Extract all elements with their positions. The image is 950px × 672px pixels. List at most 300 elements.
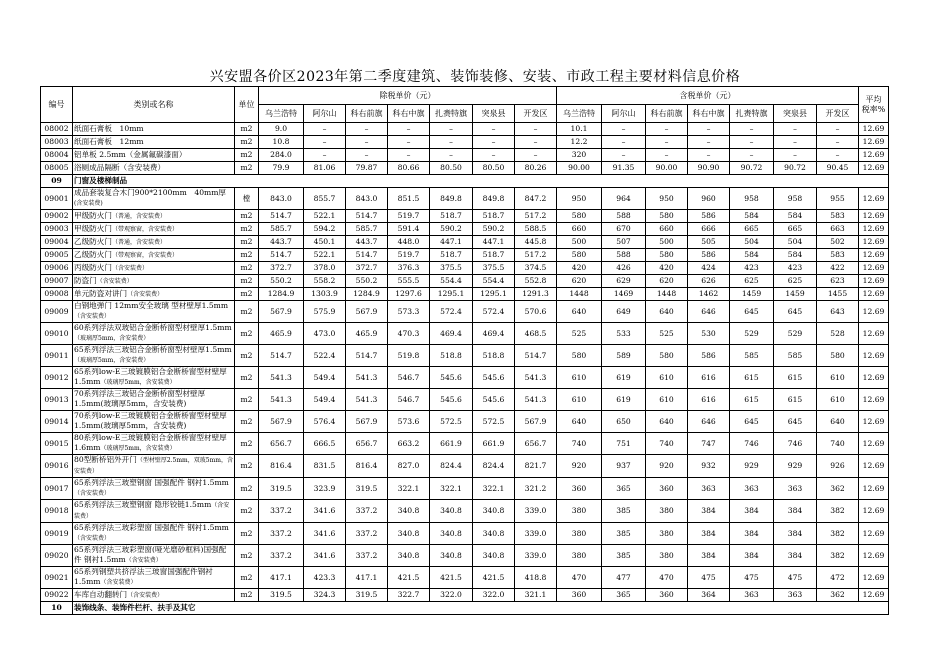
price-incl-tax: 586 — [688, 210, 730, 223]
price-incl-tax: 964 — [602, 188, 646, 210]
price-incl-tax: 91.35 — [602, 162, 646, 175]
price-incl-tax: 1448 — [646, 288, 688, 301]
item-unit: m2 — [235, 123, 259, 136]
price-incl-tax: 533 — [602, 323, 646, 345]
item-name-text: 纸面石膏板 10mm — [74, 123, 144, 133]
price-incl-tax: – — [730, 149, 774, 162]
price-excl-tax: 79.9 — [259, 162, 304, 175]
item-code: 09020 — [41, 545, 73, 567]
tax-rate: 12.69 — [859, 478, 889, 500]
price-incl-tax: 640 — [817, 411, 859, 433]
item-name-text: 乙级防火门 — [74, 236, 112, 246]
price-incl-tax: 615 — [774, 389, 817, 411]
tax-rate: 12.69 — [859, 162, 889, 175]
price-incl-tax: 382 — [817, 545, 859, 567]
price-incl-tax: 380 — [646, 545, 688, 567]
price-excl-tax: 552.8 — [515, 275, 557, 288]
price-excl-tax: – — [388, 149, 430, 162]
item-name-note: （含安装费） — [74, 535, 111, 542]
price-excl-tax: 545.6 — [473, 367, 515, 389]
price-incl-tax: 610 — [817, 367, 859, 389]
price-incl-tax: 363 — [774, 589, 817, 602]
tax-rate: 12.69 — [859, 275, 889, 288]
region-header-excl: 突泉县 — [473, 105, 515, 123]
price-excl-tax: 518.7 — [430, 249, 473, 262]
price-incl-tax: 649 — [602, 301, 646, 323]
price-incl-tax: 360 — [557, 478, 602, 500]
item-code: 09008 — [41, 288, 73, 301]
item-name — [73, 149, 235, 162]
price-incl-tax: 1448 — [557, 288, 602, 301]
price-excl-tax: 541.3 — [346, 367, 388, 389]
price-excl-tax: 80.26 — [515, 162, 557, 175]
price-excl-tax: 341.6 — [304, 545, 346, 567]
price-excl-tax: 554.4 — [473, 275, 515, 288]
price-incl-tax: 90.00 — [646, 162, 688, 175]
price-excl-tax: 421.5 — [473, 567, 515, 589]
price-incl-tax: 528 — [817, 323, 859, 345]
price-excl-tax: 340.8 — [388, 545, 430, 567]
tax-rate: 12.69 — [859, 323, 889, 345]
price-excl-tax: 522.1 — [304, 210, 346, 223]
price-incl-tax: 746 — [774, 433, 817, 455]
price-incl-tax: 640 — [557, 301, 602, 323]
item-code: 09017 — [41, 478, 73, 500]
tax-rate: 12.69 — [859, 389, 889, 411]
price-incl-tax: 362 — [817, 478, 859, 500]
price-excl-tax: 324.3 — [304, 589, 346, 602]
price-excl-tax: 79.87 — [346, 162, 388, 175]
section-code: 09 — [41, 175, 73, 188]
tax-rate: 12.69 — [859, 149, 889, 162]
price-incl-tax: 616 — [688, 367, 730, 389]
price-incl-tax: 529 — [774, 323, 817, 345]
price-incl-tax: 420 — [557, 262, 602, 275]
table-row — [41, 367, 889, 389]
table-row — [41, 236, 889, 249]
page-title: 兴安盟各价区2023年第二季度建筑、装饰装修、安装、市政工程主要材料信息价格 — [209, 69, 741, 85]
section-code: 10 — [41, 602, 73, 615]
tax-rate: 12.69 — [859, 500, 889, 523]
item-name-note: （含安装费） — [125, 557, 162, 564]
price-excl-tax: 821.7 — [515, 455, 557, 478]
region-header-incl: 科右前旗 — [646, 105, 688, 123]
price-excl-tax: 1291.3 — [515, 288, 557, 301]
price-excl-tax: 322.7 — [388, 589, 430, 602]
item-code: 09003 — [41, 223, 73, 236]
item-unit: 樘 — [235, 188, 259, 210]
price-incl-tax: 588 — [602, 210, 646, 223]
item-code: 08005 — [41, 162, 73, 175]
price-excl-tax: 572.5 — [473, 411, 515, 433]
price-excl-tax: – — [304, 149, 346, 162]
price-excl-tax: 447.1 — [473, 236, 515, 249]
price-excl-tax: 585.7 — [346, 223, 388, 236]
item-unit: m2 — [235, 236, 259, 249]
price-incl-tax: 616 — [688, 389, 730, 411]
price-incl-tax: 529 — [730, 323, 774, 345]
price-incl-tax: 90.00 — [557, 162, 602, 175]
price-excl-tax: 1284.9 — [259, 288, 304, 301]
item-name — [73, 455, 235, 478]
price-incl-tax: 646 — [688, 411, 730, 433]
price-incl-tax: 580 — [557, 249, 602, 262]
price-incl-tax: 920 — [646, 455, 688, 478]
item-code: 09001 — [41, 188, 73, 210]
price-excl-tax: 417.1 — [259, 567, 304, 589]
price-excl-tax: 666.5 — [304, 433, 346, 455]
price-incl-tax: 422 — [817, 262, 859, 275]
price-excl-tax: – — [430, 123, 473, 136]
price-excl-tax: 469.4 — [430, 323, 473, 345]
item-name — [73, 288, 235, 301]
price-incl-tax: 320 — [557, 149, 602, 162]
price-excl-tax: 469.4 — [473, 323, 515, 345]
price-incl-tax: 384 — [774, 545, 817, 567]
item-unit: m2 — [235, 323, 259, 345]
price-excl-tax: 423.3 — [304, 567, 346, 589]
item-name — [73, 478, 235, 500]
region-header-incl: 扎赉特旗 — [730, 105, 774, 123]
table-row — [41, 301, 889, 323]
item-code: 08002 — [41, 123, 73, 136]
item-name — [73, 411, 235, 433]
item-name-text: 65系列钢塑共挤浮法三玻窗国强配件钢衬1.5mm — [74, 567, 213, 586]
price-incl-tax: 665 — [730, 223, 774, 236]
price-excl-tax: 849.8 — [430, 188, 473, 210]
price-excl-tax: 550.2 — [259, 275, 304, 288]
section-row — [41, 602, 889, 615]
price-excl-tax: 656.7 — [346, 433, 388, 455]
tax-rate: 12.69 — [859, 123, 889, 136]
table-row — [41, 275, 889, 288]
price-incl-tax: 588 — [602, 249, 646, 262]
price-excl-tax: 337.2 — [346, 500, 388, 523]
tax-rate: 12.69 — [859, 367, 889, 389]
price-excl-tax: 567.9 — [259, 411, 304, 433]
price-incl-tax: 475 — [688, 567, 730, 589]
price-excl-tax: 473.0 — [304, 323, 346, 345]
item-name — [73, 545, 235, 567]
price-incl-tax: 950 — [557, 188, 602, 210]
item-name — [73, 323, 235, 345]
price-excl-tax: 340.8 — [473, 545, 515, 567]
price-incl-tax: – — [730, 123, 774, 136]
tax-rate: 12.69 — [859, 345, 889, 367]
table-row — [41, 123, 889, 136]
price-incl-tax: 382 — [817, 523, 859, 545]
price-excl-tax: – — [346, 136, 388, 149]
price-excl-tax: 594.2 — [304, 223, 346, 236]
region-header-incl: 突泉县 — [774, 105, 817, 123]
price-incl-tax: 584 — [730, 210, 774, 223]
price-incl-tax: 640 — [646, 411, 688, 433]
item-name-note: （普通，含安装费） — [111, 212, 166, 220]
price-incl-tax: 423 — [730, 262, 774, 275]
item-name-note: （含安装费） — [74, 313, 111, 320]
table-row — [41, 389, 889, 411]
price-excl-tax: 831.5 — [304, 455, 346, 478]
price-excl-tax: 337.2 — [346, 523, 388, 545]
price-incl-tax: 1462 — [688, 288, 730, 301]
item-code: 09018 — [41, 500, 73, 523]
price-excl-tax: 590.2 — [473, 223, 515, 236]
price-incl-tax: 363 — [688, 478, 730, 500]
price-excl-tax: 375.5 — [473, 262, 515, 275]
price-incl-tax: 586 — [688, 249, 730, 262]
price-excl-tax: 545.6 — [430, 389, 473, 411]
price-incl-tax: 362 — [817, 589, 859, 602]
price-excl-tax: 340.8 — [430, 545, 473, 567]
price-excl-tax: 340.8 — [388, 500, 430, 523]
price-excl-tax: 519.8 — [388, 345, 430, 367]
price-excl-tax: 827.0 — [388, 455, 430, 478]
price-excl-tax: 585.7 — [259, 223, 304, 236]
price-excl-tax: 514.7 — [259, 345, 304, 367]
tax-rate: 12.69 — [859, 433, 889, 455]
price-incl-tax: – — [602, 123, 646, 136]
item-name-note: （含安装费） — [96, 277, 133, 285]
price-incl-tax: 580 — [557, 210, 602, 223]
price-excl-tax: 590.2 — [430, 223, 473, 236]
price-incl-tax: 620 — [646, 275, 688, 288]
price-incl-tax: 926 — [817, 455, 859, 478]
item-name-text: 成品套装复合木门900*2100mm 40mm厚 — [74, 188, 227, 197]
price-incl-tax: 958 — [774, 188, 817, 210]
item-name — [73, 523, 235, 545]
price-incl-tax: 645 — [774, 301, 817, 323]
item-code: 09002 — [41, 210, 73, 223]
item-name — [73, 210, 235, 223]
price-incl-tax: 920 — [557, 455, 602, 478]
item-code: 09021 — [41, 567, 73, 589]
price-incl-tax: 380 — [646, 523, 688, 545]
price-incl-tax: 360 — [646, 478, 688, 500]
price-incl-tax: 955 — [817, 188, 859, 210]
section-name: 装饰线条、装饰件栏杆、扶手及其它 — [73, 602, 889, 615]
item-unit: m2 — [235, 162, 259, 175]
price-excl-tax: 567.9 — [515, 411, 557, 433]
price-incl-tax: 384 — [688, 500, 730, 523]
price-excl-tax: 849.8 — [473, 188, 515, 210]
table-row — [41, 411, 889, 433]
region-header-excl: 阿尔山 — [304, 105, 346, 123]
table-row — [41, 567, 889, 589]
table-row — [41, 433, 889, 455]
price-incl-tax: 619 — [602, 389, 646, 411]
price-incl-tax: 645 — [774, 411, 817, 433]
item-name — [73, 567, 235, 589]
price-excl-tax: 443.7 — [259, 236, 304, 249]
item-name-text: 车库自动翻转门 — [74, 589, 128, 599]
price-excl-tax: 418.8 — [515, 567, 557, 589]
table-row — [41, 589, 889, 602]
item-name — [73, 433, 235, 455]
item-code: 09010 — [41, 323, 73, 345]
table-row — [41, 523, 889, 545]
price-excl-tax: 824.4 — [473, 455, 515, 478]
price-excl-tax: 465.9 — [346, 323, 388, 345]
price-excl-tax: – — [473, 149, 515, 162]
price-incl-tax: – — [817, 149, 859, 162]
price-excl-tax: 340.8 — [473, 500, 515, 523]
table-row — [41, 288, 889, 301]
header-code: 编号 — [41, 87, 73, 123]
price-incl-tax: 525 — [557, 323, 602, 345]
price-excl-tax: 514.7 — [346, 345, 388, 367]
price-excl-tax: – — [430, 136, 473, 149]
item-name-text: 60系列浮法双玻铝合金断桥窗型材壁厚1.5mm — [74, 323, 232, 332]
price-excl-tax: 519.7 — [388, 210, 430, 223]
item-name-text: 纸面石膏板 12mm — [74, 136, 144, 146]
price-incl-tax: 1459 — [774, 288, 817, 301]
price-excl-tax: 445.8 — [515, 236, 557, 249]
price-incl-tax: 1459 — [730, 288, 774, 301]
price-excl-tax: 376.3 — [388, 262, 430, 275]
price-excl-tax: 443.7 — [346, 236, 388, 249]
price-excl-tax: 546.7 — [388, 367, 430, 389]
header-incl-tax: 含税单价（元） — [557, 87, 859, 105]
region-header-incl: 阿尔山 — [602, 105, 646, 123]
table-row — [41, 249, 889, 262]
item-unit: m2 — [235, 455, 259, 478]
item-unit: m2 — [235, 149, 259, 162]
tax-rate: 12.69 — [859, 262, 889, 275]
price-excl-tax: 372.7 — [346, 262, 388, 275]
price-excl-tax: 80.50 — [430, 162, 473, 175]
region-header-incl: 开发区 — [817, 105, 859, 123]
price-table — [40, 86, 889, 615]
price-excl-tax: 321.1 — [515, 589, 557, 602]
price-incl-tax: 420 — [646, 262, 688, 275]
price-incl-tax: 580 — [646, 210, 688, 223]
price-excl-tax: 517.2 — [515, 210, 557, 223]
price-incl-tax: 619 — [602, 367, 646, 389]
price-excl-tax: 340.8 — [430, 523, 473, 545]
price-incl-tax: 384 — [688, 545, 730, 567]
item-name-text: 65系列浮法三玻彩塑窗 国强配件 钢衬1.5mm — [74, 523, 229, 532]
item-code: 09014 — [41, 411, 73, 433]
price-excl-tax: 417.1 — [346, 567, 388, 589]
tax-rate: 12.69 — [859, 223, 889, 236]
item-unit: m2 — [235, 262, 259, 275]
price-incl-tax: 640 — [557, 411, 602, 433]
price-excl-tax: 545.6 — [473, 389, 515, 411]
price-excl-tax: 588.5 — [515, 223, 557, 236]
item-name — [73, 367, 235, 389]
price-incl-tax: 747 — [688, 433, 730, 455]
item-name-text: 65系列low-E三玻镀膜铝合金断桥窗型材壁厚1.5mm — [74, 367, 227, 386]
price-excl-tax: 572.5 — [430, 411, 473, 433]
item-name-text: 防盗门 — [74, 275, 97, 285]
price-excl-tax: – — [388, 136, 430, 149]
price-excl-tax: 421.5 — [430, 567, 473, 589]
price-excl-tax: 541.3 — [259, 389, 304, 411]
item-name — [73, 262, 235, 275]
item-unit: m2 — [235, 389, 259, 411]
item-name-note: （含安装费） — [127, 591, 164, 599]
price-incl-tax: 384 — [730, 523, 774, 545]
tax-rate: 12.69 — [859, 249, 889, 262]
price-incl-tax: 380 — [557, 523, 602, 545]
item-unit: m2 — [235, 136, 259, 149]
table-row — [41, 188, 889, 210]
tax-rate: 12.69 — [859, 301, 889, 323]
item-name — [73, 275, 235, 288]
price-excl-tax: 522.4 — [304, 345, 346, 367]
table-row — [41, 210, 889, 223]
item-name-note: (含安装费) — [74, 200, 103, 207]
price-excl-tax: 591.4 — [388, 223, 430, 236]
price-incl-tax: 470 — [557, 567, 602, 589]
table-row — [41, 149, 889, 162]
item-code: 09016 — [41, 455, 73, 478]
item-unit: m2 — [235, 275, 259, 288]
price-excl-tax: 339.0 — [515, 523, 557, 545]
price-excl-tax: 319.5 — [346, 478, 388, 500]
price-incl-tax: 384 — [688, 523, 730, 545]
price-excl-tax: 372.7 — [259, 262, 304, 275]
price-incl-tax: 584 — [774, 249, 817, 262]
price-excl-tax: 558.2 — [304, 275, 346, 288]
table-row — [41, 345, 889, 367]
price-incl-tax: 615 — [730, 389, 774, 411]
tax-rate: 12.69 — [859, 288, 889, 301]
price-incl-tax: 470 — [646, 567, 688, 589]
price-incl-tax: 385 — [602, 545, 646, 567]
price-incl-tax: 384 — [730, 500, 774, 523]
price-excl-tax: – — [515, 136, 557, 149]
price-incl-tax: 645 — [730, 411, 774, 433]
item-name-note: （带观察窗，含安装费） — [111, 251, 178, 259]
price-incl-tax: – — [602, 149, 646, 162]
price-excl-tax: 519.7 — [388, 249, 430, 262]
price-excl-tax: 549.4 — [304, 367, 346, 389]
price-excl-tax: 545.6 — [430, 367, 473, 389]
price-incl-tax: 364 — [688, 589, 730, 602]
item-name-note: （玻璃厚5mm，含安装费） — [74, 357, 150, 364]
price-excl-tax: 517.2 — [515, 249, 557, 262]
price-incl-tax: 583 — [817, 249, 859, 262]
item-name-text: 乙级防火门 — [74, 249, 112, 259]
item-unit: m2 — [235, 345, 259, 367]
price-excl-tax: – — [346, 123, 388, 136]
tax-rate: 12.69 — [859, 210, 889, 223]
item-name-text: 甲级防火门 — [74, 210, 112, 220]
price-excl-tax: 341.6 — [304, 500, 346, 523]
region-header-incl: 科右中旗 — [688, 105, 730, 123]
price-incl-tax: – — [774, 149, 817, 162]
price-excl-tax: 337.2 — [259, 500, 304, 523]
price-incl-tax: 382 — [817, 500, 859, 523]
price-excl-tax: 321.2 — [515, 478, 557, 500]
item-unit: m2 — [235, 367, 259, 389]
tax-rate: 12.69 — [859, 545, 889, 567]
price-excl-tax: 322.1 — [430, 478, 473, 500]
item-name-text: 65系列浮法三玻铝合金断桥窗型材壁厚1.5mm — [74, 345, 232, 354]
price-incl-tax: 586 — [688, 345, 730, 367]
price-incl-tax: – — [688, 149, 730, 162]
price-incl-tax: 505 — [688, 236, 730, 249]
price-incl-tax: 740 — [817, 433, 859, 455]
item-name-note: （玻璃厚5mm，含安装费） — [100, 445, 176, 452]
price-excl-tax: 824.4 — [430, 455, 473, 478]
item-name — [73, 223, 235, 236]
price-incl-tax: 424 — [688, 262, 730, 275]
price-incl-tax: 580 — [817, 345, 859, 367]
price-excl-tax: 567.9 — [346, 411, 388, 433]
item-code: 09015 — [41, 433, 73, 455]
